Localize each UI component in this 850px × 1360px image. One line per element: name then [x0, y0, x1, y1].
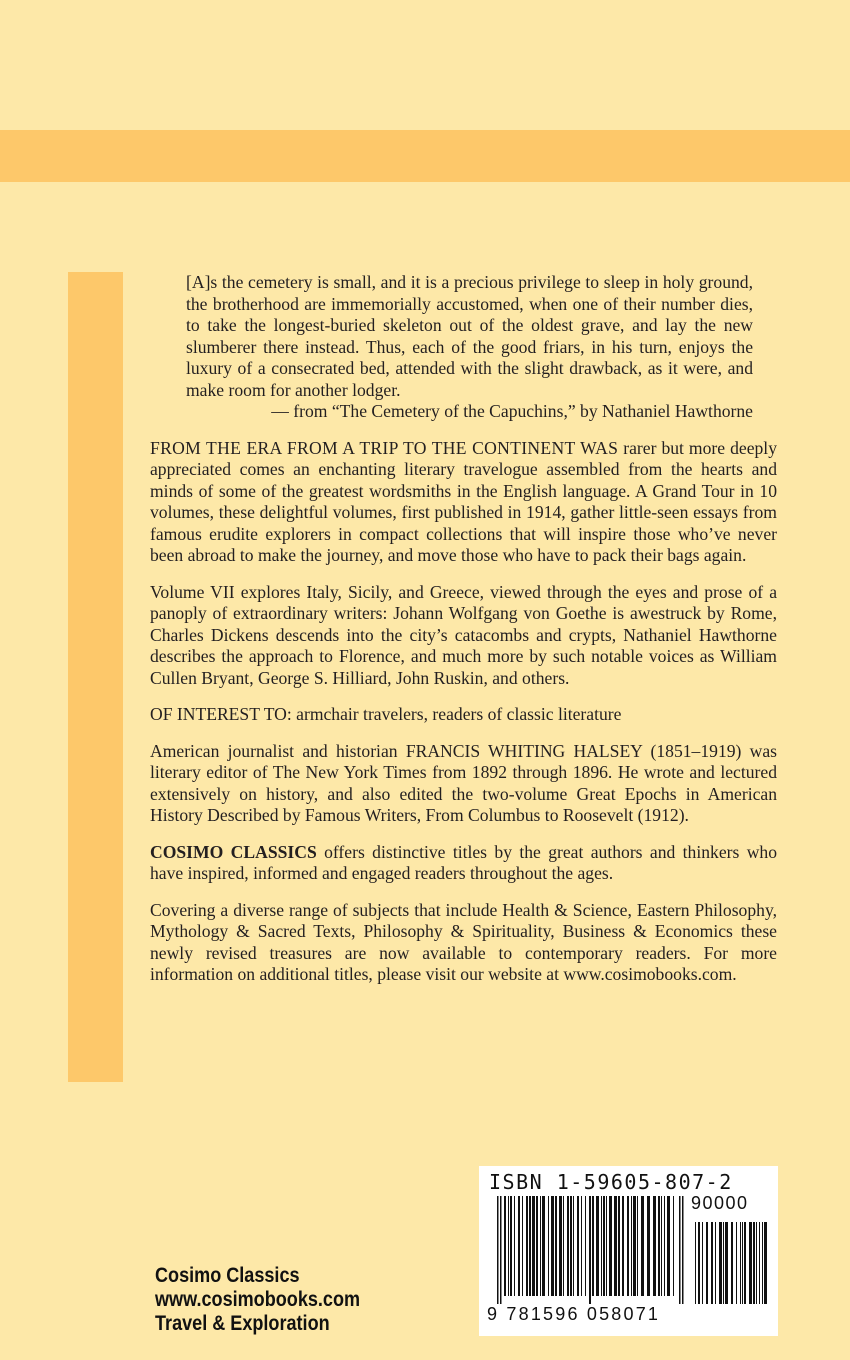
barcode-stripe [762, 1222, 763, 1304]
barcode-stripe [753, 1222, 755, 1304]
ean-digits: 9 781596 058071 [487, 1304, 661, 1324]
barcode-stripe [637, 1196, 638, 1296]
barcode-stripe [679, 1196, 681, 1304]
barcode-stripe [698, 1222, 700, 1304]
barcode-stripe [749, 1222, 752, 1304]
barcode-stripe [570, 1196, 572, 1296]
barcode-stripe [653, 1196, 656, 1296]
barcode-bars [489, 1196, 769, 1306]
interest-text: armchair travelers, readers of classic literature [291, 704, 622, 724]
barcode-stripe [573, 1196, 574, 1296]
barcode-stripe [577, 1196, 579, 1296]
barcode-stripe [627, 1196, 629, 1296]
barcode-stripe [667, 1196, 670, 1296]
barcode-stripe [723, 1222, 724, 1304]
imprint-website: www.cosimobooks.com [155, 1288, 361, 1311]
imprint-info [155, 1264, 360, 1336]
barcode-stripe [508, 1196, 509, 1296]
barcode-stripe [744, 1222, 746, 1304]
barcode-stripe [731, 1222, 733, 1304]
barcode-stripe [500, 1196, 502, 1304]
barcode-stripe [592, 1196, 594, 1296]
barcode-stripe [555, 1196, 557, 1296]
side-accent-bar [68, 272, 123, 1082]
barcode-stripe [673, 1196, 674, 1296]
price-addon-digits: 90000 [691, 1193, 749, 1213]
top-accent-band [0, 130, 850, 182]
publisher-text: offers distinctive titles by the great authors and thinkers who have inspired, informed and engaged readers throughout the ages. [150, 841, 777, 883]
barcode-stripe [702, 1222, 703, 1304]
author-bio [150, 741, 777, 827]
barcode-stripe [622, 1196, 624, 1296]
isbn-number: ISBN 1-59605-807-2 [489, 1170, 733, 1194]
publisher-brand: COSIMO CLASSICS [150, 841, 317, 862]
isbn-barcode [479, 1166, 778, 1336]
barcode-stripe [664, 1196, 665, 1296]
author-bio-intro: American journalist and historian [150, 740, 406, 761]
barcode-stripe [585, 1196, 586, 1296]
barcode-stripe [706, 1222, 708, 1304]
barcode-stripe [536, 1196, 538, 1296]
barcode-stripe [581, 1196, 582, 1296]
barcode-stripe [522, 1196, 523, 1296]
barcode-stripe [711, 1222, 713, 1304]
barcode-stripe [695, 1222, 696, 1304]
barcode-stripe [725, 1222, 728, 1304]
interest-line [150, 704, 777, 726]
description-paragraph [150, 438, 777, 567]
epigraph-attribution: — from “The Cemetery of the Capuchins,” by Nathaniel Hawthorne [271, 401, 753, 421]
barcode-stripe [596, 1196, 599, 1296]
barcode-stripe [497, 1196, 499, 1304]
barcode-stripe [719, 1222, 722, 1304]
barcode-stripe [526, 1196, 528, 1296]
description-body: rarer but more deeply appreciated comes an enchanting literary travelogue assembled from the hearts and minds of some of the greatest wordsmiths in the English language. A Grand Tour in 10 volumes, these delightful volumes, first published in 1914, gather little-seen essays from famous erudite explorers in compact collections that will inspire those who’ve never been abroad to make the journey, and move those who have to pack their bags again. [150, 437, 777, 565]
barcode-stripe [631, 1196, 632, 1296]
barcode-stripe [601, 1196, 602, 1296]
barcode-stripe [529, 1196, 531, 1296]
description-lead: FROM THE ERA FROM A TRIP TO THE CONTINENT WAS [150, 437, 619, 458]
barcode-stripe [715, 1222, 716, 1304]
barcode-stripe [759, 1222, 760, 1304]
barcode-stripe [551, 1196, 554, 1296]
barcode-stripe [567, 1196, 569, 1296]
barcode-stripe [548, 1196, 549, 1296]
coverage-paragraph: Covering a diverse range of subjects that include Health & Science, Eastern Philosophy, Mythology & Sacred Texts, Philosophy & Spirituality, Business & Economics these newly revised treasures are now available to contemporary readers. For more information on additional titles, please visit our website at www.cosimobooks.com. [150, 899, 777, 984]
barcode-stripe [542, 1196, 545, 1296]
barcode-stripe [514, 1196, 515, 1296]
barcode-stripe [633, 1196, 636, 1296]
barcode-stripe [614, 1196, 617, 1296]
author-name: FRANCIS WHITING HALSEY [405, 740, 643, 761]
back-cover-text [150, 272, 777, 986]
barcode-stripe [736, 1222, 737, 1304]
barcode-stripe [518, 1196, 520, 1296]
barcode-stripe [764, 1222, 767, 1304]
imprint-category: Travel & Exploration [155, 1312, 330, 1335]
barcode-stripe [563, 1196, 564, 1296]
barcode-stripe [589, 1196, 591, 1304]
imprint-name: Cosimo Classics [155, 1264, 300, 1287]
barcode-stripe [641, 1196, 644, 1296]
interest-label: OF INTEREST TO: [150, 704, 292, 724]
author-bio-details: (1851–1919) was literary editor of The New York Times from 1892 through 1896. He wrote and lectured extensively on history, and also edited the two-volume Great Epochs in American History Described by Famous Writers, From Columbus to Roosevelt (1912). [150, 740, 778, 825]
barcode-stripe [740, 1222, 741, 1304]
barcode-stripe [504, 1196, 506, 1296]
barcode-stripe [682, 1196, 684, 1304]
barcode-stripe [559, 1196, 562, 1296]
barcode-stripe [661, 1196, 662, 1296]
publisher-paragraph [150, 842, 777, 885]
barcode-stripe [606, 1196, 607, 1296]
barcode-stripe [609, 1196, 612, 1296]
epigraph-quote: [A]s the cemetery is small, and it is a precious privilege to sleep in holy ground, the brotherhood are immemorially accustomed, when one of their number dies, to take the longest-buried skeleton out of the oldest grave, and lay the new slumberer there instead. Thus, each of the good friars, in his turn, enjoys the luxury of a consecrated bed, attended with the slight drawback, as it were, and make room for another lodger. [186, 272, 753, 400]
barcode-stripe [532, 1196, 535, 1296]
barcode-stripe [510, 1196, 512, 1296]
barcode-stripe [647, 1196, 650, 1296]
barcode-stripe [603, 1196, 605, 1296]
barcode-stripe [618, 1196, 620, 1296]
barcode-stripe [658, 1196, 660, 1296]
volume-paragraph: Volume VII explores Italy, Sicily, and Greece, viewed through the eyes and prose of a panoply of extraordinary writers: Johann Wolfgang von Goethe is awestruck by Rome, Charles Dickens descends into the city’s catacombs and crypts, Nathaniel Hawthorne describes the approach to Florence, and much more by such notable voices as William Cullen Bryant, George S. Hilliard, John Ruskin, and others. [150, 581, 777, 688]
barcode-stripe [540, 1196, 541, 1296]
barcode-stripe [756, 1222, 757, 1304]
barcode-stripe [742, 1222, 743, 1304]
